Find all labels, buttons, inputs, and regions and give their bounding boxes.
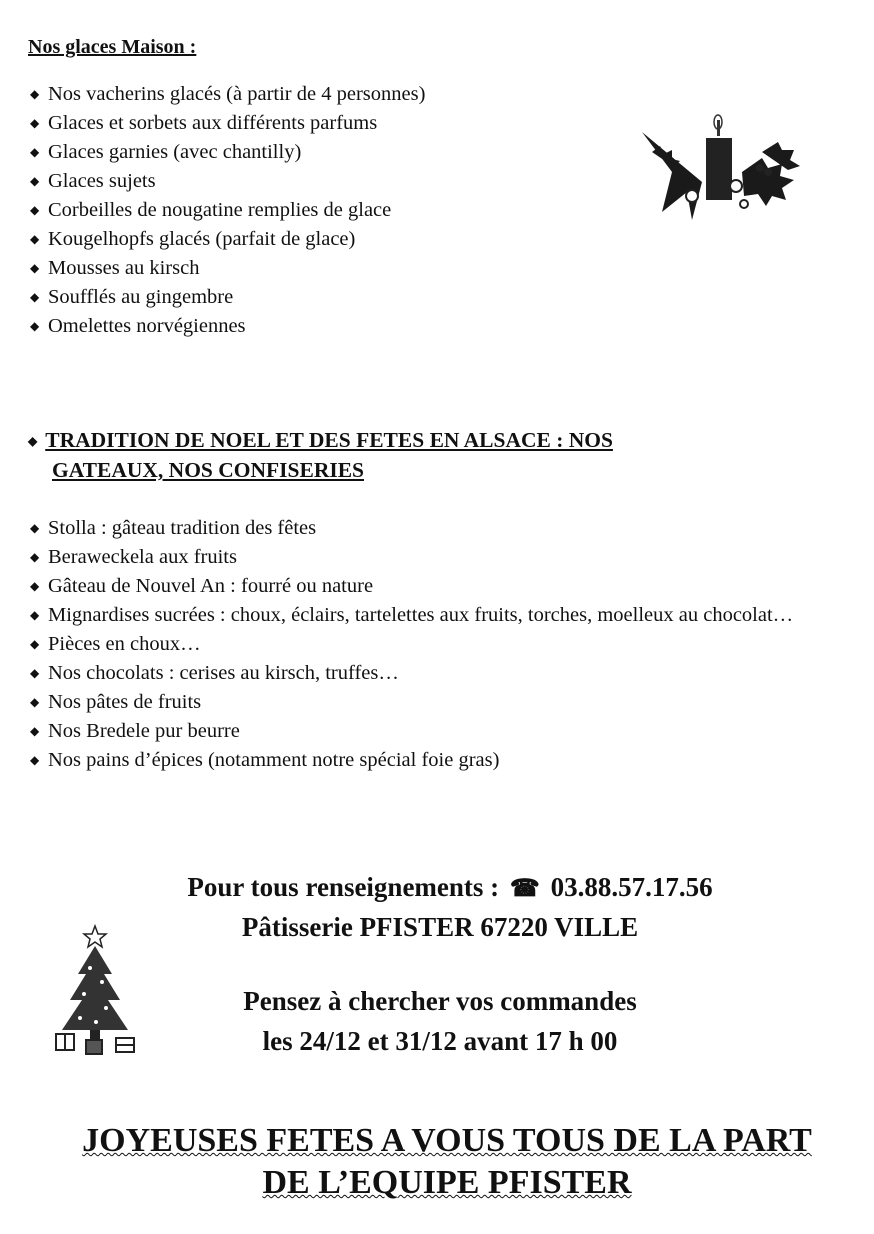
list-item: ◆ Mousses au kirsch [28, 254, 425, 283]
contact-line [90, 872, 810, 903]
list-item: ◆ Glaces garnies (avec chantilly) [28, 138, 425, 167]
shop-address: Pâtisserie PFISTER 67220 VILLE [241, 912, 639, 942]
list-item: ◆ Nos Bredele pur beurre [28, 717, 868, 746]
section-ice-cream-title: Nos glaces Maison : [28, 36, 197, 58]
bullet-icon: ◆ [30, 695, 40, 709]
greeting-line1: JOYEUSES FETES A VOUS TOUS DE LA PART [82, 1122, 812, 1159]
list-item: ◆ Beraweckela aux fruits [28, 543, 868, 572]
bullet-icon: ◆ [30, 145, 40, 159]
list-item: ◆ Pièces en choux… [28, 630, 868, 659]
bullet-icon: ◆ [30, 290, 40, 304]
bullet-icon: ◆ [30, 550, 40, 564]
bullet-icon: ◆ [30, 579, 40, 593]
bullet-icon: ◆ [30, 319, 40, 333]
list-item: ◆ Kougelhopfs glacés (parfait de glace) [28, 225, 425, 254]
bullet-icon: ◆ [30, 724, 40, 738]
list-item: ◆ Nos pains d’épices (notamment notre spécial foie gras) [28, 746, 868, 775]
bullet-icon: ◆ [30, 87, 40, 101]
list-item: ◆ Nos vacherins glacés (à partir de 4 personnes) [28, 80, 425, 109]
list-item: ◆ Mignardises sucrées : choux, éclairs, tartelettes aux fruits, torches, moelleux au chocolat… [28, 601, 868, 630]
bullet-icon: ◆ [30, 753, 40, 767]
contact-label: Pour tous renseignements : [187, 872, 500, 902]
bullet-icon: ◆ [28, 434, 38, 448]
pickup-reminder-line2: les 24/12 et 31/12 avant 17 h 00 [262, 1026, 618, 1056]
section-tradition-title [28, 426, 828, 485]
holiday-greeting [20, 1120, 874, 1204]
bullet-icon: ◆ [30, 637, 40, 651]
bullet-icon: ◆ [30, 203, 40, 217]
bullet-icon: ◆ [30, 608, 40, 622]
christmas-candle-holly-icon [632, 112, 812, 228]
phone-icon: ☎ [509, 876, 540, 902]
list-item: ◆ Gâteau de Nouvel An : fourré ou nature [28, 572, 868, 601]
phone-number: 03.88.57.17.56 [550, 872, 713, 902]
bullet-icon: ◆ [30, 174, 40, 188]
list-item: ◆ Stolla : gâteau tradition des fêtes [28, 514, 868, 543]
list-item: ◆ Omelettes norvégiennes [28, 312, 425, 341]
bullet-icon: ◆ [30, 116, 40, 130]
section-tradition-title-line2: GATEAUX, NOS CONFISERIES [52, 458, 365, 482]
list-item: ◆ Glaces sujets [28, 167, 425, 196]
list-item: ◆ Glaces et sorbets aux différents parfums [28, 109, 425, 138]
bullet-icon: ◆ [30, 261, 40, 275]
pickup-reminder-line1: Pensez à chercher vos commandes [243, 986, 637, 1016]
greeting-line2: DE L’EQUIPE PFISTER [262, 1164, 632, 1201]
list-item: ◆ Corbeilles de nougatine remplies de glace [28, 196, 425, 225]
bullet-icon: ◆ [30, 232, 40, 246]
bullet-icon: ◆ [30, 666, 40, 680]
tradition-list [28, 514, 868, 775]
section-tradition-title-line1: TRADITION DE NOEL ET DES FETES EN ALSACE : NOS [45, 428, 613, 452]
bullet-icon: ◆ [30, 521, 40, 535]
ice-cream-list [28, 80, 425, 341]
list-item: ◆ Nos pâtes de fruits [28, 688, 868, 717]
list-item: ◆ Nos chocolats : cerises au kirsch, truffes… [28, 659, 868, 688]
list-item: ◆ Soufflés au gingembre [28, 283, 425, 312]
